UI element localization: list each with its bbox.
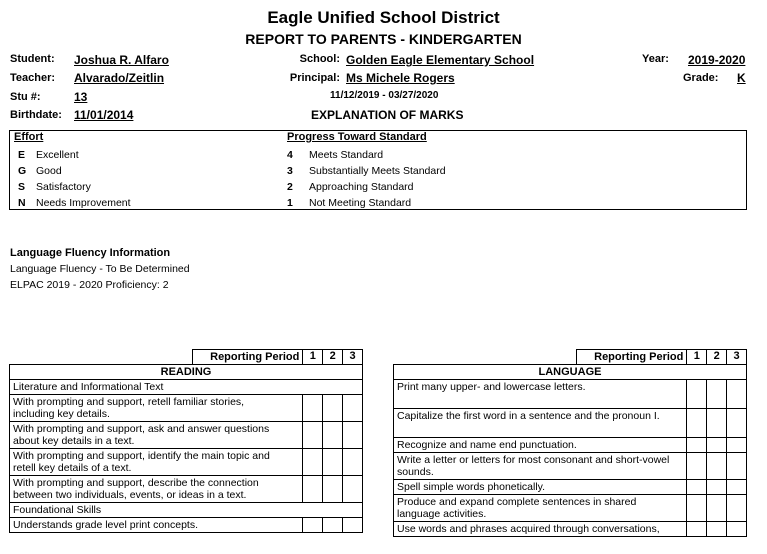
- effort-item: N Needs Improvement: [18, 197, 131, 209]
- birthdate: 11/01/2014: [74, 108, 134, 122]
- progress-list: [287, 147, 446, 211]
- fluency-line-2: ELPAC 2019 - 2020 Proficiency: 2: [10, 279, 169, 291]
- table-row: With prompting and support, ask and answer questions about key details in a text.: [10, 422, 363, 449]
- effort-list: [18, 147, 131, 211]
- reporting-period-label: Reporting Period: [192, 350, 303, 365]
- student-name: Joshua R. Alfaro: [74, 53, 169, 67]
- table-row: Produce and expand complete sentences in shared language activities.: [394, 495, 747, 522]
- year-label: Year:: [642, 53, 669, 65]
- period-2: 2: [323, 350, 343, 365]
- progress-item: 3 Substantially Meets Standard: [287, 165, 446, 177]
- period-2: 2: [707, 350, 727, 365]
- teacher-label: Teacher:: [10, 72, 56, 84]
- progress-item: 1 Not Meeting Standard: [287, 197, 412, 209]
- period-3: 3: [727, 350, 747, 365]
- reporting-period-label: Reporting Period: [576, 350, 687, 365]
- table-row: Recognize and name end punctuation.: [394, 438, 747, 453]
- reading-subject: READING: [10, 365, 363, 380]
- progress-item: 2 Approaching Standard: [287, 181, 414, 193]
- effort-item: S Satisfactory: [18, 181, 91, 193]
- period-1: 1: [303, 350, 323, 365]
- teacher-name: Alvarado/Zeitlin: [74, 71, 165, 85]
- effort-item: G Good: [18, 165, 62, 177]
- progress-title: Progress Toward Standard: [287, 131, 427, 143]
- effort-item: E Excellent: [18, 149, 79, 161]
- table-row: Print many upper- and lowercase letters.: [394, 380, 747, 409]
- period-3: 3: [343, 350, 363, 365]
- fluency-line-1: Language Fluency - To Be Determined: [10, 263, 190, 275]
- reading-table: [9, 349, 363, 533]
- table-row: Write a letter or letters for most consonant and short-vowel sounds.: [394, 453, 747, 480]
- principal-label: Principal:: [289, 72, 340, 84]
- effort-title: Effort: [14, 131, 44, 143]
- grade-label: Grade:: [683, 72, 719, 84]
- table-row: Literature and Informational Text: [10, 380, 363, 395]
- explanation-of-marks: EXPLANATION OF MARKS: [311, 108, 464, 122]
- stu-num-label: Stu #:: [10, 91, 41, 103]
- year-value: 2019-2020: [688, 53, 746, 67]
- student-label: Student:: [10, 53, 55, 65]
- language-subject: LANGUAGE: [394, 365, 747, 380]
- table-row: With prompting and support, identify the main topic and retell key details of a text.: [10, 449, 363, 476]
- table-row: Understands grade level print concepts.: [10, 518, 363, 533]
- period-1: 1: [687, 350, 707, 365]
- table-row: Spell simple words phonetically.: [394, 480, 747, 495]
- school-name: Golden Eagle Elementary School: [346, 53, 535, 67]
- table-row: With prompting and support, retell familiar stories, including key details.: [10, 395, 363, 422]
- table-row: With prompting and support, describe the connection between two individuals, events, or ideas in a text.: [10, 476, 363, 503]
- district-title: Eagle Unified School District: [267, 8, 500, 27]
- birthdate-label: Birthdate:: [10, 109, 62, 121]
- school-label: School:: [299, 53, 340, 65]
- grade-value: K: [737, 71, 746, 85]
- report-title: REPORT TO PARENTS - KINDERGARTEN: [245, 31, 522, 47]
- stu-num: 13: [74, 90, 88, 104]
- language-table: [393, 349, 747, 537]
- table-row: Use words and phrases acquired through conversations,: [394, 522, 747, 537]
- fluency-title: Language Fluency Information: [10, 247, 171, 259]
- table-row: Foundational Skills: [10, 503, 363, 518]
- table-row: Capitalize the first word in a sentence and the pronoun I.: [394, 409, 747, 438]
- progress-item: 4 Meets Standard: [287, 149, 384, 161]
- date-range: 11/12/2019 - 03/27/2020: [330, 90, 439, 101]
- principal-name: Ms Michele Rogers: [346, 71, 455, 85]
